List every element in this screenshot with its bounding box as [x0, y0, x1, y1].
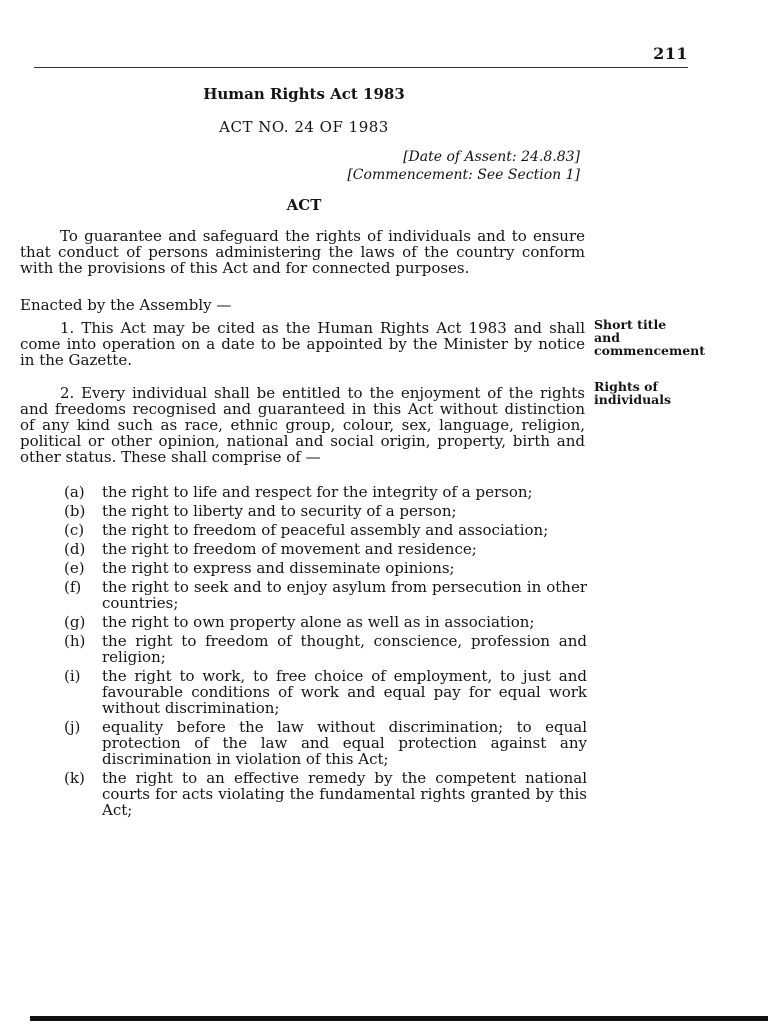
list-item — [64, 770, 587, 818]
item-letter: (j) — [64, 718, 81, 736]
list-item — [64, 668, 587, 716]
margin-note-short-title: Short title and commencement — [594, 317, 706, 358]
item-letter: (g) — [64, 613, 86, 631]
item-letter: (d) — [64, 540, 86, 558]
act-number: ACT NO. 24 OF 1983 — [219, 118, 389, 136]
item-text: the right to freedom of movement and residence; — [102, 540, 477, 558]
item-text: the right to freedom of thought, conscience, profession and religion; — [102, 632, 587, 666]
list-item — [64, 541, 587, 557]
item-text: the right to own property alone as well as in association; — [102, 613, 535, 631]
act-title: Human Rights Act 1983 — [203, 85, 405, 103]
item-text: the right to freedom of peaceful assembly and association; — [102, 521, 549, 539]
list-item — [64, 719, 587, 767]
list-item — [64, 522, 587, 538]
margin-note-rights: Rights of individuals — [594, 379, 672, 407]
item-text: the right to express and disseminate opinions; — [102, 559, 455, 577]
page-bottom-edge — [30, 1016, 768, 1021]
act-heading: ACT — [286, 196, 322, 214]
list-item — [64, 633, 587, 665]
item-text: equality before the law without discrimination; to equal protection of the law and equal protection against any discrimination in violation of this Act; — [102, 718, 587, 768]
item-letter: (a) — [64, 483, 85, 501]
enacting-formula: Enacted by the Assembly — — [20, 296, 232, 314]
item-text: the right to life and respect for the integrity of a person; — [102, 483, 533, 501]
item-text: the right to an effective remedy by the competent national courts for acts violating the fundamental rights granted by this Act; — [102, 769, 587, 819]
item-text: the right to liberty and to security of a person; — [102, 502, 457, 520]
list-item — [64, 503, 587, 519]
commencement-note: [Commencement: See Section 1] — [347, 167, 580, 183]
section-1: 1. This Act may be cited as the Human Rights Act 1983 and shall come into operation on a date to be appointed by the Minister by notice in the Gazette. — [20, 319, 585, 369]
list-item — [64, 560, 587, 576]
item-letter: (i) — [64, 667, 81, 685]
item-letter: (k) — [64, 769, 85, 787]
list-item — [64, 484, 587, 500]
preamble: To guarantee and safeguard the rights of individuals and to ensure that conduct of persons administering the laws of the country conform with the provisions of this Act and for connected purposes. — [20, 227, 585, 277]
item-letter: (f) — [64, 578, 82, 596]
list-item — [64, 579, 587, 611]
rights-list — [64, 484, 587, 821]
list-item — [64, 614, 587, 630]
header-rule — [34, 67, 688, 68]
assent-block — [347, 148, 580, 184]
item-text: the right to seek and to enjoy asylum from persecution in other countries; — [102, 578, 587, 612]
section-2: 2. Every individual shall be entitled to the enjoyment of the rights and freedoms recognised and guaranteed in this Act without distinction of any kind such as race, ethnic group, colour, sex, language, religion, political or other opinion, national and social origin, property, birth and other status. These shall comprise of — — [20, 384, 585, 466]
item-text: the right to work, to free choice of employment, to just and favourable conditions of work and equal pay for equal work without discrimination; — [102, 667, 587, 717]
page-number: 211 — [653, 44, 688, 63]
item-letter: (h) — [64, 632, 86, 650]
item-letter: (e) — [64, 559, 85, 577]
item-letter: (b) — [64, 502, 86, 520]
item-letter: (c) — [64, 521, 85, 539]
date-of-assent: [Date of Assent: 24.8.83] — [403, 149, 580, 165]
